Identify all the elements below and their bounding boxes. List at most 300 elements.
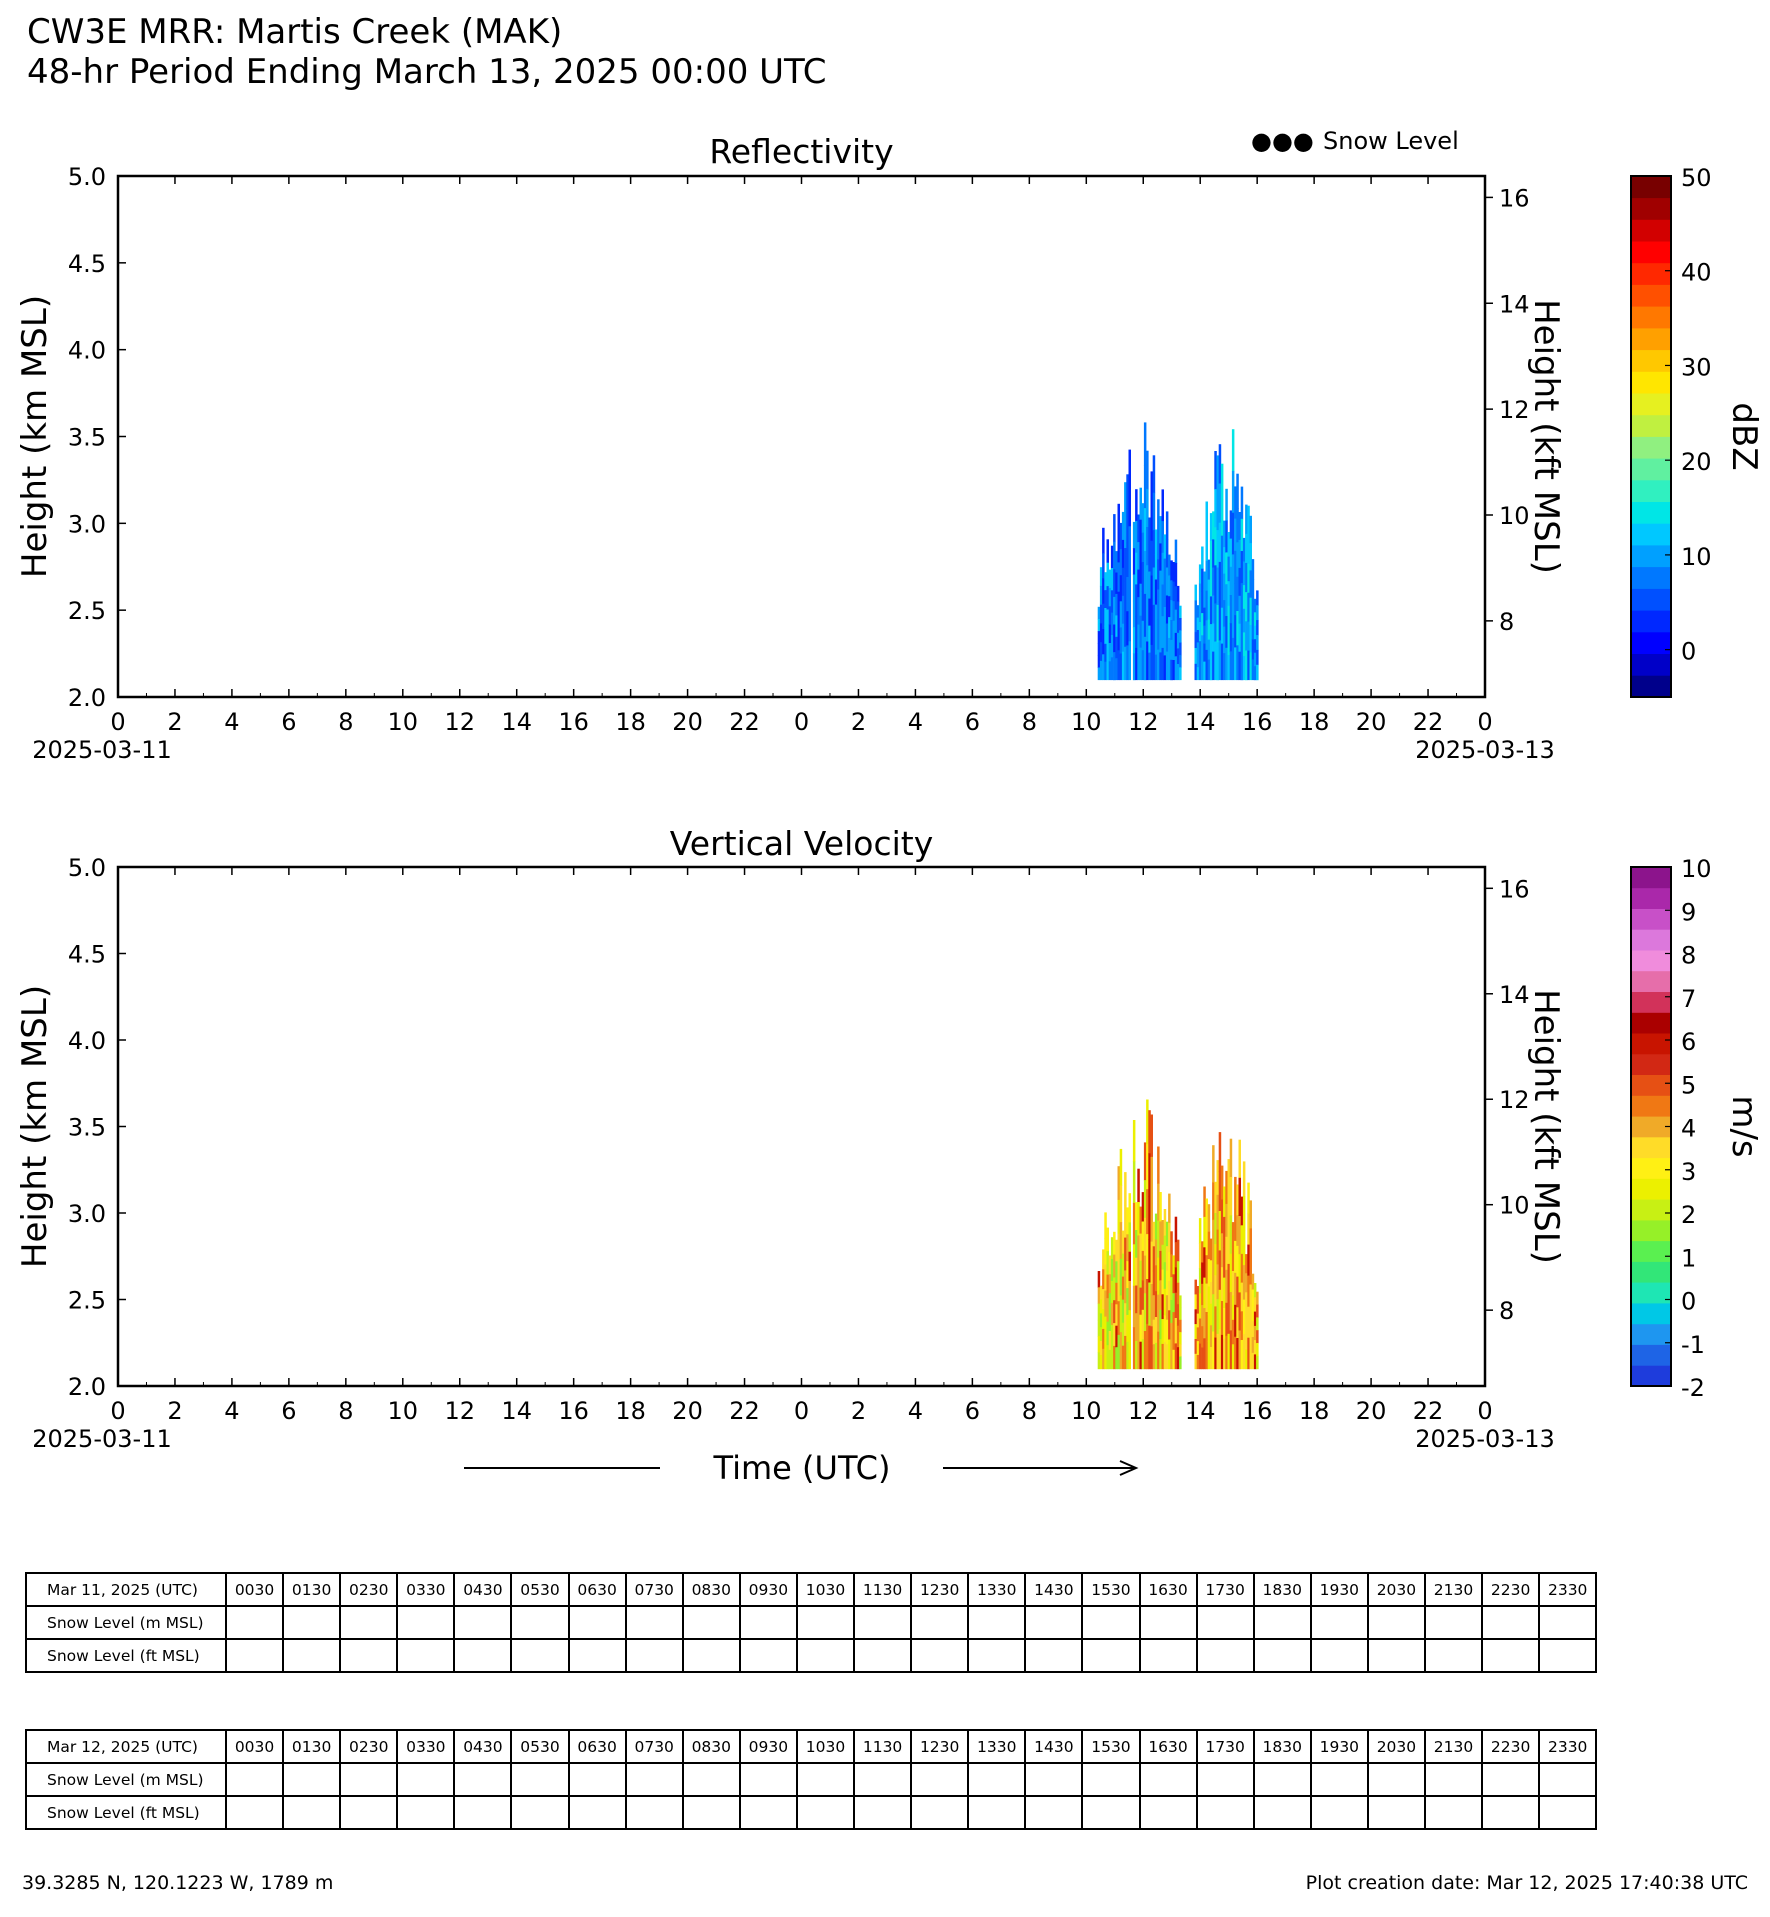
data-cell bbox=[1162, 1270, 1165, 1295]
data-cell bbox=[1164, 607, 1167, 632]
data-cell bbox=[1232, 429, 1235, 471]
data-cell bbox=[1208, 1314, 1211, 1342]
data-cell bbox=[1173, 1293, 1176, 1312]
data-cell bbox=[1208, 560, 1211, 581]
data-cell bbox=[1230, 1139, 1233, 1178]
data-cell bbox=[1107, 1298, 1110, 1322]
data-cell bbox=[1168, 617, 1171, 638]
colorbar-tick-label: 5 bbox=[1681, 1071, 1697, 1100]
colorbar-swatch bbox=[1631, 1324, 1671, 1345]
table-value-cell bbox=[911, 1796, 968, 1829]
table-value-cell bbox=[1539, 1763, 1596, 1796]
data-cell bbox=[1111, 1237, 1114, 1259]
x-tick-label: 0 bbox=[793, 708, 810, 736]
data-cell bbox=[1197, 667, 1200, 680]
data-cell bbox=[1199, 603, 1202, 623]
data-cell bbox=[1243, 1265, 1246, 1300]
data-cell bbox=[1236, 1215, 1239, 1246]
data-cell bbox=[1177, 648, 1180, 664]
data-cell bbox=[1164, 655, 1167, 680]
data-cell bbox=[1210, 1260, 1213, 1282]
data-cells-group bbox=[1098, 1100, 1259, 1370]
data-cell bbox=[1159, 1251, 1162, 1281]
data-cell bbox=[1239, 512, 1242, 540]
x-tick-label: 2 bbox=[167, 708, 183, 736]
y2-tick-label: 16 bbox=[1499, 875, 1530, 904]
data-cell bbox=[1241, 1225, 1244, 1254]
data-cell bbox=[1144, 422, 1147, 465]
table-value-cell bbox=[1254, 1796, 1311, 1829]
data-cell bbox=[1223, 1187, 1226, 1218]
data-cell bbox=[1245, 534, 1248, 564]
y2-tick-label: 10 bbox=[1499, 501, 1530, 530]
data-cell bbox=[1179, 655, 1182, 668]
data-cell bbox=[1104, 1291, 1107, 1318]
data-cell bbox=[1113, 514, 1116, 542]
colorbar-tick-label: 10 bbox=[1681, 855, 1712, 883]
table-value-cell bbox=[1482, 1796, 1539, 1829]
table-time-header: 1630 bbox=[1140, 1573, 1197, 1606]
x-tick-label: 6 bbox=[281, 708, 297, 736]
data-cell bbox=[1122, 596, 1125, 624]
table-value-cell bbox=[1368, 1606, 1425, 1639]
data-cell bbox=[1208, 580, 1211, 601]
colorbar-swatch bbox=[1631, 328, 1671, 350]
data-cell bbox=[1214, 1275, 1217, 1307]
data-cell bbox=[1159, 652, 1162, 680]
data-cell bbox=[1162, 1319, 1165, 1344]
data-cell bbox=[1170, 1231, 1173, 1254]
x-tick-label: 4 bbox=[224, 1397, 240, 1425]
x-tick-label: 20 bbox=[672, 708, 703, 736]
data-cell bbox=[1197, 1314, 1200, 1328]
data-cell bbox=[1221, 1267, 1224, 1301]
data-cell bbox=[1155, 1240, 1158, 1266]
data-cell bbox=[1162, 521, 1165, 553]
data-cell bbox=[1122, 1346, 1125, 1370]
data-cell bbox=[1219, 444, 1222, 484]
data-cell bbox=[1124, 1238, 1127, 1271]
data-cell bbox=[1157, 559, 1160, 590]
data-cell bbox=[1168, 1223, 1171, 1253]
table-time-header: 1430 bbox=[1025, 1730, 1082, 1763]
data-cell bbox=[1197, 1341, 1200, 1355]
data-cell bbox=[1175, 656, 1178, 680]
data-cell bbox=[1140, 1207, 1143, 1235]
data-cell bbox=[1151, 1284, 1154, 1327]
data-cell bbox=[1256, 665, 1259, 680]
data-cell bbox=[1142, 1222, 1145, 1252]
data-cell bbox=[1170, 660, 1173, 680]
data-cell bbox=[1239, 540, 1242, 568]
data-cell bbox=[1118, 650, 1121, 680]
data-cell bbox=[1153, 568, 1156, 606]
reflectivity-panel bbox=[0, 0, 1770, 760]
table-value-cell bbox=[854, 1606, 911, 1639]
data-cell bbox=[1221, 608, 1224, 645]
data-cell bbox=[1133, 1244, 1136, 1286]
data-cell bbox=[1210, 569, 1213, 597]
data-cell bbox=[1223, 1338, 1226, 1369]
data-cell bbox=[1221, 644, 1224, 681]
data-cell bbox=[1126, 577, 1129, 612]
data-cell bbox=[1173, 640, 1176, 660]
data-cell bbox=[1166, 1320, 1169, 1345]
data-cell bbox=[1142, 503, 1145, 533]
data-cell bbox=[1111, 1281, 1114, 1303]
colorbar-swatch bbox=[1631, 929, 1671, 950]
data-cell bbox=[1212, 539, 1215, 568]
x-tick-label: 8 bbox=[1021, 1397, 1037, 1425]
data-cell bbox=[1232, 1247, 1235, 1272]
data-cell bbox=[1120, 575, 1123, 602]
table-value-cell bbox=[797, 1796, 854, 1829]
data-cell bbox=[1214, 642, 1217, 681]
data-cell bbox=[1230, 1177, 1233, 1216]
snow-level-legend-label: Snow Level bbox=[1323, 127, 1459, 155]
data-cell bbox=[1151, 471, 1154, 506]
data-cell bbox=[1250, 570, 1253, 598]
table-time-header: 1030 bbox=[797, 1730, 854, 1763]
data-cell bbox=[1146, 1279, 1149, 1324]
data-cell bbox=[1129, 1281, 1132, 1311]
x-tick-label: 20 bbox=[672, 1397, 703, 1425]
data-cell bbox=[1217, 530, 1220, 568]
data-cell bbox=[1230, 510, 1233, 539]
data-cell bbox=[1232, 554, 1235, 596]
data-cell bbox=[1250, 516, 1253, 544]
data-cell bbox=[1256, 1343, 1259, 1356]
x-tick-label: 22 bbox=[729, 708, 760, 736]
data-cell bbox=[1135, 1286, 1138, 1314]
colorbar-swatch bbox=[1631, 285, 1671, 307]
data-cell bbox=[1230, 1330, 1233, 1369]
data-cell bbox=[1118, 1335, 1121, 1369]
data-cell bbox=[1146, 565, 1149, 604]
data-cell bbox=[1241, 519, 1244, 552]
data-cell bbox=[1179, 643, 1182, 656]
table-time-header: 0530 bbox=[511, 1573, 568, 1606]
data-cell bbox=[1217, 1299, 1220, 1334]
data-cell bbox=[1195, 1354, 1198, 1369]
data-cell bbox=[1250, 598, 1253, 626]
data-cell bbox=[1126, 509, 1129, 544]
table-value-cell bbox=[911, 1763, 968, 1796]
data-cell bbox=[1111, 568, 1114, 591]
data-cell bbox=[1254, 1354, 1257, 1369]
data-cell bbox=[1118, 1267, 1121, 1301]
data-cell bbox=[1195, 1294, 1198, 1309]
table-value-cell bbox=[1140, 1796, 1197, 1829]
data-cell bbox=[1124, 515, 1127, 548]
table-value-cell bbox=[1425, 1639, 1482, 1672]
colorbar-swatch bbox=[1631, 1199, 1671, 1220]
y2-tick-label: 14 bbox=[1499, 290, 1530, 319]
data-cell bbox=[1129, 641, 1132, 680]
data-cell bbox=[1157, 1147, 1160, 1185]
data-cell bbox=[1243, 585, 1246, 609]
data-cell bbox=[1225, 1270, 1228, 1304]
table-value-cell bbox=[1254, 1639, 1311, 1672]
data-cell bbox=[1173, 1274, 1176, 1293]
data-cell bbox=[1223, 521, 1226, 548]
data-cell bbox=[1197, 642, 1200, 655]
data-cell bbox=[1146, 642, 1149, 681]
colorbar-swatch bbox=[1631, 1178, 1671, 1199]
x-tick-label: 10 bbox=[387, 1397, 419, 1425]
data-cell bbox=[1109, 1274, 1112, 1293]
plot-frame bbox=[118, 867, 1485, 1386]
data-cell bbox=[1144, 637, 1147, 680]
table-value-cell bbox=[854, 1763, 911, 1796]
data-cell bbox=[1247, 1214, 1250, 1246]
data-cell bbox=[1195, 1324, 1198, 1339]
data-cell bbox=[1153, 1344, 1156, 1369]
table-time-header: 0830 bbox=[683, 1573, 740, 1606]
x-tick-label: 22 bbox=[1412, 708, 1444, 736]
data-cell bbox=[1236, 611, 1239, 646]
colorbar-swatch bbox=[1631, 632, 1671, 654]
data-cell bbox=[1124, 1303, 1127, 1336]
data-cell bbox=[1208, 640, 1211, 661]
data-cell bbox=[1148, 1110, 1151, 1154]
data-cell bbox=[1137, 1335, 1140, 1369]
data-cell bbox=[1151, 1157, 1154, 1200]
data-cell bbox=[1241, 1311, 1244, 1340]
x-tick-label: 12 bbox=[444, 708, 476, 736]
data-cell bbox=[1159, 1339, 1162, 1369]
table-time-header: 2030 bbox=[1368, 1573, 1425, 1606]
data-cell bbox=[1177, 1326, 1180, 1348]
colorbar-label: m/s bbox=[1724, 1095, 1764, 1158]
data-cell bbox=[1201, 1263, 1204, 1285]
plot-frame bbox=[118, 176, 1485, 697]
data-cell bbox=[1115, 1347, 1118, 1369]
data-cell bbox=[1236, 1246, 1239, 1277]
data-cell bbox=[1164, 534, 1167, 559]
table-value-cell bbox=[626, 1639, 683, 1672]
data-cell bbox=[1234, 615, 1237, 648]
data-cell bbox=[1201, 591, 1204, 614]
data-cell bbox=[1228, 557, 1231, 582]
snow-level-table-mar-11 bbox=[25, 1572, 1597, 1673]
colorbar-swatch bbox=[1631, 1137, 1671, 1158]
table-time-header: 2230 bbox=[1482, 1573, 1539, 1606]
data-cell bbox=[1252, 640, 1255, 661]
data-cell bbox=[1115, 551, 1118, 573]
data-cell bbox=[1230, 1215, 1233, 1254]
table-value-cell bbox=[397, 1606, 454, 1639]
data-cell bbox=[1221, 464, 1224, 501]
data-cell bbox=[1195, 664, 1198, 680]
colorbar-swatch bbox=[1631, 241, 1671, 263]
colorbar-swatch bbox=[1631, 1220, 1671, 1241]
data-cell bbox=[1111, 546, 1114, 569]
data-cell bbox=[1195, 1280, 1198, 1295]
data-cell bbox=[1148, 545, 1151, 573]
data-cell bbox=[1120, 1295, 1123, 1332]
table-time-header: 2030 bbox=[1368, 1730, 1425, 1763]
data-cell bbox=[1214, 451, 1217, 490]
data-cell bbox=[1153, 642, 1156, 680]
data-cell bbox=[1133, 522, 1136, 549]
data-cell bbox=[1157, 529, 1160, 560]
data-cell bbox=[1109, 1312, 1112, 1331]
data-cell bbox=[1162, 585, 1165, 617]
data-cell bbox=[1234, 1177, 1237, 1210]
x-tick-label: 10 bbox=[1071, 1397, 1102, 1425]
data-cell bbox=[1199, 641, 1202, 661]
data-cell bbox=[1146, 489, 1149, 528]
data-cell bbox=[1221, 536, 1224, 573]
data-cell bbox=[1241, 615, 1244, 648]
data-cell bbox=[1100, 1300, 1103, 1314]
table-time-header: 1930 bbox=[1311, 1730, 1368, 1763]
data-cell bbox=[1247, 593, 1250, 623]
data-cell bbox=[1126, 645, 1129, 680]
data-cell bbox=[1254, 1326, 1257, 1341]
colorbar-swatch bbox=[1631, 306, 1671, 328]
data-cell bbox=[1199, 1319, 1202, 1345]
data-cell bbox=[1148, 1196, 1151, 1240]
data-cell bbox=[1157, 620, 1160, 651]
data-cell bbox=[1239, 568, 1242, 596]
station-location: 39.3285 N, 120.1223 W, 1789 m bbox=[22, 1872, 334, 1894]
data-cell bbox=[1107, 1228, 1110, 1252]
x-tick-label: 6 bbox=[964, 1397, 981, 1425]
colorbar-swatch bbox=[1631, 1033, 1671, 1054]
data-cell bbox=[1102, 629, 1105, 655]
table-value-cell bbox=[1082, 1639, 1139, 1672]
data-cell bbox=[1104, 1212, 1107, 1239]
table-value-cell bbox=[1311, 1606, 1368, 1639]
data-cells-group bbox=[1098, 422, 1259, 680]
data-cell bbox=[1166, 1246, 1169, 1271]
data-cell bbox=[1203, 608, 1206, 627]
colorbar-swatch bbox=[1631, 589, 1671, 611]
y-tick-label: 3.0 bbox=[67, 510, 106, 539]
data-cell bbox=[1120, 523, 1123, 550]
table-date-label: Mar 11, 2025 (UTC) bbox=[26, 1573, 226, 1606]
data-cell bbox=[1228, 532, 1231, 557]
data-cell bbox=[1225, 552, 1228, 584]
data-cell bbox=[1137, 652, 1140, 680]
colorbar-swatch bbox=[1631, 502, 1671, 524]
data-cell bbox=[1241, 648, 1244, 681]
data-cell bbox=[1148, 1240, 1151, 1284]
colorbar-tick-label: 0 bbox=[1681, 1287, 1697, 1316]
end-date-label: 2025-03-13 bbox=[1415, 1425, 1555, 1453]
data-cell bbox=[1173, 601, 1176, 621]
x-tick-label: 10 bbox=[1071, 708, 1102, 736]
data-cell bbox=[1223, 627, 1226, 654]
data-cell bbox=[1102, 1309, 1105, 1329]
data-cell bbox=[1140, 648, 1143, 681]
data-cell bbox=[1122, 1323, 1125, 1347]
data-cell bbox=[1230, 623, 1233, 652]
data-cell bbox=[1124, 1336, 1127, 1369]
data-cell bbox=[1126, 1261, 1129, 1288]
data-cell bbox=[1203, 1308, 1206, 1339]
colorbar-swatch bbox=[1631, 263, 1671, 285]
data-cell bbox=[1148, 1153, 1151, 1197]
data-cell bbox=[1210, 1239, 1213, 1261]
table-row-label: Snow Level (m MSL) bbox=[26, 1606, 226, 1639]
data-cell bbox=[1175, 1293, 1178, 1319]
data-cell bbox=[1115, 637, 1118, 659]
data-cell bbox=[1239, 596, 1242, 624]
table-value-cell bbox=[511, 1639, 568, 1672]
data-cell bbox=[1151, 610, 1154, 645]
data-cell bbox=[1120, 1259, 1123, 1296]
data-cell bbox=[1137, 1169, 1140, 1203]
data-cell bbox=[1203, 572, 1206, 591]
data-cell bbox=[1206, 531, 1209, 561]
table-value-cell bbox=[454, 1639, 511, 1672]
data-cell bbox=[1245, 651, 1248, 681]
data-cell bbox=[1210, 1282, 1213, 1304]
table-time-header: 0530 bbox=[511, 1730, 568, 1763]
data-cell bbox=[1124, 548, 1127, 581]
x-tick-label: 2 bbox=[850, 708, 867, 736]
colorbar-swatch bbox=[1631, 1303, 1671, 1324]
data-cell bbox=[1118, 1166, 1121, 1200]
table-time-header: 0430 bbox=[454, 1730, 511, 1763]
data-cell bbox=[1137, 542, 1140, 570]
data-cell bbox=[1175, 633, 1178, 657]
data-cell bbox=[1254, 639, 1257, 653]
data-cell bbox=[1155, 605, 1158, 631]
data-cell bbox=[1120, 601, 1123, 628]
colorbar-tick-label: 0 bbox=[1681, 637, 1697, 666]
data-cell bbox=[1133, 1286, 1136, 1328]
colorbar-swatch bbox=[1631, 437, 1671, 459]
data-cell bbox=[1173, 582, 1176, 602]
table-time-header: 2330 bbox=[1539, 1730, 1596, 1763]
data-cell bbox=[1168, 659, 1171, 680]
plot-creation-date: Plot creation date: Mar 12, 2025 17:40:38 UTC bbox=[1305, 1872, 1748, 1894]
data-cell bbox=[1118, 1234, 1121, 1268]
data-cell bbox=[1100, 605, 1103, 624]
data-cell bbox=[1179, 667, 1182, 680]
x-tick-label: 6 bbox=[964, 708, 981, 736]
data-cell bbox=[1142, 533, 1145, 563]
data-cell bbox=[1197, 1286, 1200, 1300]
data-cell bbox=[1201, 1348, 1204, 1370]
table-value-cell bbox=[1368, 1639, 1425, 1672]
table-value-cell bbox=[740, 1796, 797, 1829]
data-cell bbox=[1239, 652, 1242, 680]
start-date-label: 2025-03-11 bbox=[32, 1425, 172, 1453]
data-cell bbox=[1107, 1251, 1110, 1275]
data-cell bbox=[1197, 1300, 1200, 1314]
data-cell bbox=[1179, 630, 1182, 643]
data-cell bbox=[1201, 1305, 1204, 1327]
data-cell bbox=[1232, 638, 1235, 680]
x-tick-label: 22 bbox=[729, 1397, 760, 1425]
data-cell bbox=[1168, 1340, 1171, 1370]
data-cell bbox=[1166, 539, 1169, 568]
data-cell bbox=[1245, 505, 1248, 535]
colorbar-swatch bbox=[1631, 350, 1671, 372]
data-cell bbox=[1210, 541, 1213, 569]
data-cell bbox=[1144, 1331, 1147, 1369]
data-cell bbox=[1250, 1257, 1253, 1286]
x-tick-label: 16 bbox=[558, 708, 589, 736]
table-value-cell bbox=[226, 1606, 283, 1639]
data-cell bbox=[1245, 1350, 1248, 1370]
data-cell bbox=[1146, 1324, 1149, 1369]
